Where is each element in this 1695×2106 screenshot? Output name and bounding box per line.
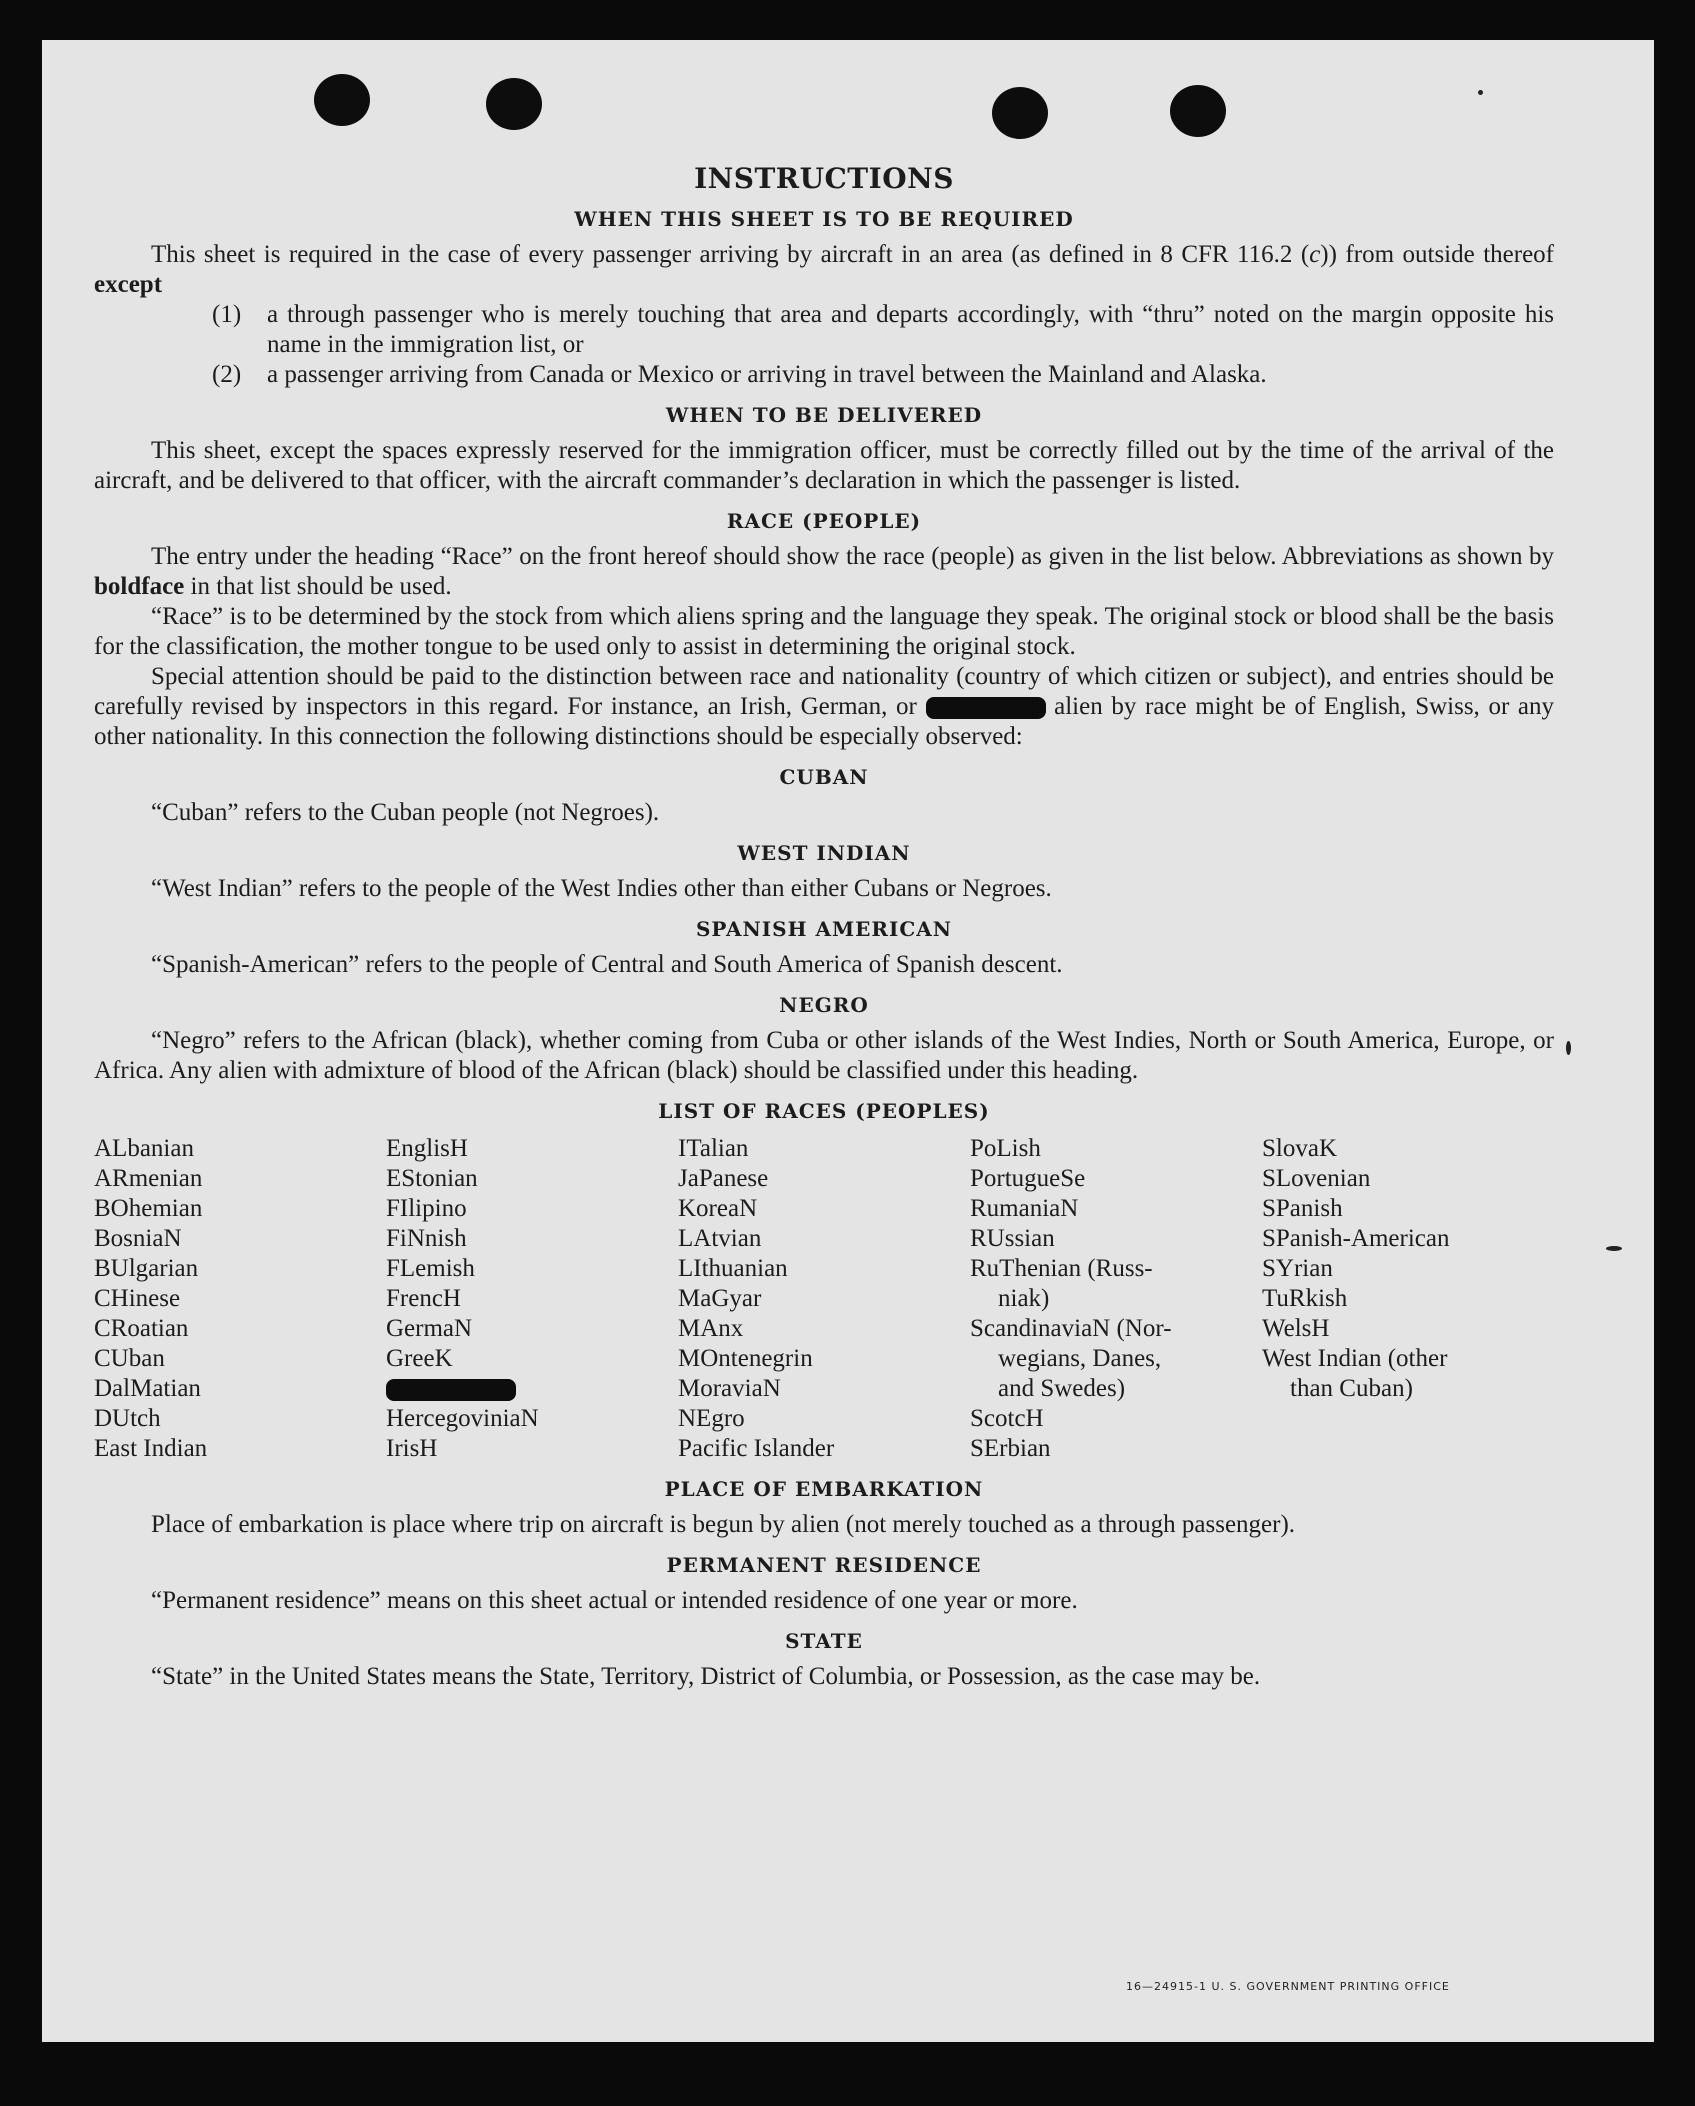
state-text: “State” in the United States means the State, Territory, District of Columbia, or Possession, as the case may be. (151, 1663, 1261, 1690)
heading-when-required: WHEN THIS SHEET IS TO BE REQUIRED (574, 207, 1074, 231)
race-item-redacted (386, 1374, 678, 1404)
races-column (678, 1134, 970, 1464)
heading-negro: NEGRO (779, 993, 869, 1017)
spanish-american-text: “Spanish-American” refers to the people of Central and South America of Spanish descent. (151, 951, 1063, 978)
race-item: MoraviaN (678, 1375, 781, 1402)
race-item: and Swedes) (998, 1375, 1126, 1402)
race-item: MaGyar (678, 1285, 762, 1312)
race-item: PoLish (970, 1135, 1041, 1162)
heading-embarkation: PLACE OF EMBARKATION (664, 1477, 984, 1501)
negro-text: “Negro” refers to the African (black), whether coming from Cuba or other islands of the West Indies, North or South America, Europe, or Africa. Any alien with admixture of blood of the African (black) should be classified under this heading. (94, 1027, 1554, 1084)
exception-item: (1) a through passenger who is merely touching that area and departs accordingly, with “thru” noted on the margin opposite his name in the immigration list, or (212, 301, 1554, 358)
race-item: than Cuban) (1290, 1375, 1413, 1402)
races-column (94, 1134, 386, 1464)
redaction-mark (926, 697, 1046, 719)
races-column (386, 1134, 678, 1464)
race-item: EnglisH (386, 1135, 468, 1162)
document-sheet (42, 40, 1654, 2042)
race-item: MOntenegrin (678, 1345, 813, 1372)
punch-hole (486, 78, 542, 130)
race-item: TuRkish (1262, 1285, 1348, 1312)
race-item: FLemish (386, 1255, 475, 1282)
speck (1566, 1041, 1571, 1055)
redaction-mark (386, 1379, 516, 1401)
race-item: RumaniaN (970, 1195, 1079, 1222)
race-item: KoreaN (678, 1195, 758, 1222)
race-item: HercegoviniaN (386, 1405, 539, 1432)
race-item: MAnx (678, 1315, 744, 1342)
race-item: niak) (998, 1285, 1050, 1312)
race-item: FIlipino (386, 1195, 467, 1222)
races-column (970, 1134, 1262, 1464)
race-item: SErbian (970, 1435, 1051, 1462)
race-item: East Indian (94, 1435, 208, 1462)
punch-hole (314, 74, 370, 126)
race-item: ScotcH (970, 1405, 1044, 1432)
punch-hole (992, 87, 1048, 139)
printer-imprint: 16—24915-1 U. S. GOVERNMENT PRINTING OFFICE (1126, 1980, 1450, 1993)
race-item: FrencH (386, 1285, 461, 1312)
race-item: IrisH (386, 1435, 438, 1462)
residence-text: “Permanent residence” means on this sheet actual or intended residence of one year or more. (151, 1587, 1078, 1614)
race-paragraph-1: The entry under the heading “Race” on the front hereof should show the race (people) as given in the list below. Abbreviations as shown by boldface in that list should be used. (94, 543, 1554, 600)
race-item: BUlgarian (94, 1255, 199, 1282)
punch-hole (1170, 85, 1226, 137)
speck (1606, 1246, 1622, 1251)
race-item: ScandinaviaN (Nor- (970, 1315, 1172, 1342)
race-item: LAtvian (678, 1225, 762, 1252)
race-item: DalMatian (94, 1375, 201, 1402)
heading-residence: PERMANENT RESIDENCE (666, 1553, 982, 1577)
heading-spanish-american: SPANISH AMERICAN (695, 917, 953, 941)
when-delivered-text: This sheet, except the spaces expressly reserved for the immigration officer, must be correctly filled out by the time of the arrival of the aircraft, and be delivered to that officer, with the aircraft commander’s declaration in which the passenger is listed. (94, 437, 1554, 494)
race-item: SlovaK (1262, 1135, 1337, 1162)
race-item: SYrian (1262, 1255, 1333, 1282)
race-paragraph-2: “Race” is to be determined by the stock from which aliens spring and the language they speak. The original stock or blood shall be the basis for the classification, the mother tongue to be used only to assist in determining the original stock. (94, 603, 1554, 660)
race-item: ARmenian (94, 1165, 203, 1192)
race-item: SLovenian (1262, 1165, 1371, 1192)
race-item: GreeK (386, 1345, 453, 1372)
race-item: WelsH (1262, 1315, 1330, 1342)
race-item: FiNnish (386, 1225, 467, 1252)
race-item: GermaN (386, 1315, 473, 1342)
instructions-body (94, 164, 1554, 1692)
race-item: PortugueSe (970, 1165, 1086, 1192)
race-paragraph-3: Special attention should be paid to the distinction between race and nationality (country of which citizen or subject), and entries should be carefully revised by inspectors in this regard. For instance, an Irish, German, or alien by race might be of English, Swiss, or any other nationality. In this connection the following distinctions should be especially observed: (94, 663, 1555, 750)
exception-item: (2) a passenger arriving from Canada or Mexico or arriving in travel between the Mainland and Alaska. (212, 361, 1267, 388)
heading-state: STATE (785, 1629, 863, 1653)
west-indian-text: “West Indian” refers to the people of the West Indies other than either Cubans or Negroes. (151, 875, 1052, 902)
race-item: West Indian (other (1262, 1345, 1448, 1372)
race-item: DUtch (94, 1405, 161, 1432)
race-item: ITalian (678, 1135, 749, 1162)
heading-when-delivered: WHEN TO BE DELIVERED (665, 403, 983, 427)
heading-list-of-races: LIST OF RACES (PEOPLES) (658, 1099, 990, 1123)
race-item: SPanish (1262, 1195, 1343, 1222)
race-item: RUssian (970, 1225, 1055, 1252)
heading-west-indian: WEST INDIAN (737, 841, 911, 865)
races-list (94, 1134, 1554, 1464)
race-item: EStonian (386, 1165, 478, 1192)
embarkation-text: Place of embarkation is place where trip on aircraft is begun by alien (not merely touched as a through passenger). (151, 1511, 1296, 1538)
page-title: INSTRUCTIONS (694, 162, 954, 195)
race-item: CRoatian (94, 1315, 189, 1342)
race-item: CHinese (94, 1285, 181, 1312)
race-item: BOhemian (94, 1195, 203, 1222)
race-item: BosniaN (94, 1225, 182, 1252)
races-column (1262, 1134, 1554, 1464)
when-required-intro: This sheet is required in the case of every passenger arriving by aircraft in an area (as defined in 8 CFR 116.2 (c)) from outside thereof except (94, 241, 1554, 298)
race-item: ALbanian (94, 1135, 194, 1162)
heading-race: RACE (PEOPLE) (726, 509, 922, 533)
speck (1478, 90, 1483, 95)
race-item: Pacific Islander (678, 1435, 835, 1462)
race-item: LIthuanian (678, 1255, 788, 1282)
race-item: JaPanese (678, 1165, 769, 1192)
race-item: NEgro (678, 1405, 745, 1432)
cuban-text: “Cuban” refers to the Cuban people (not Negroes). (151, 799, 660, 826)
race-item: CUban (94, 1345, 165, 1372)
race-item: SPanish-American (1262, 1225, 1450, 1252)
heading-cuban: CUBAN (779, 765, 869, 789)
race-item: RuThenian (Russ- (970, 1255, 1153, 1282)
race-item: wegians, Danes, (998, 1345, 1162, 1372)
